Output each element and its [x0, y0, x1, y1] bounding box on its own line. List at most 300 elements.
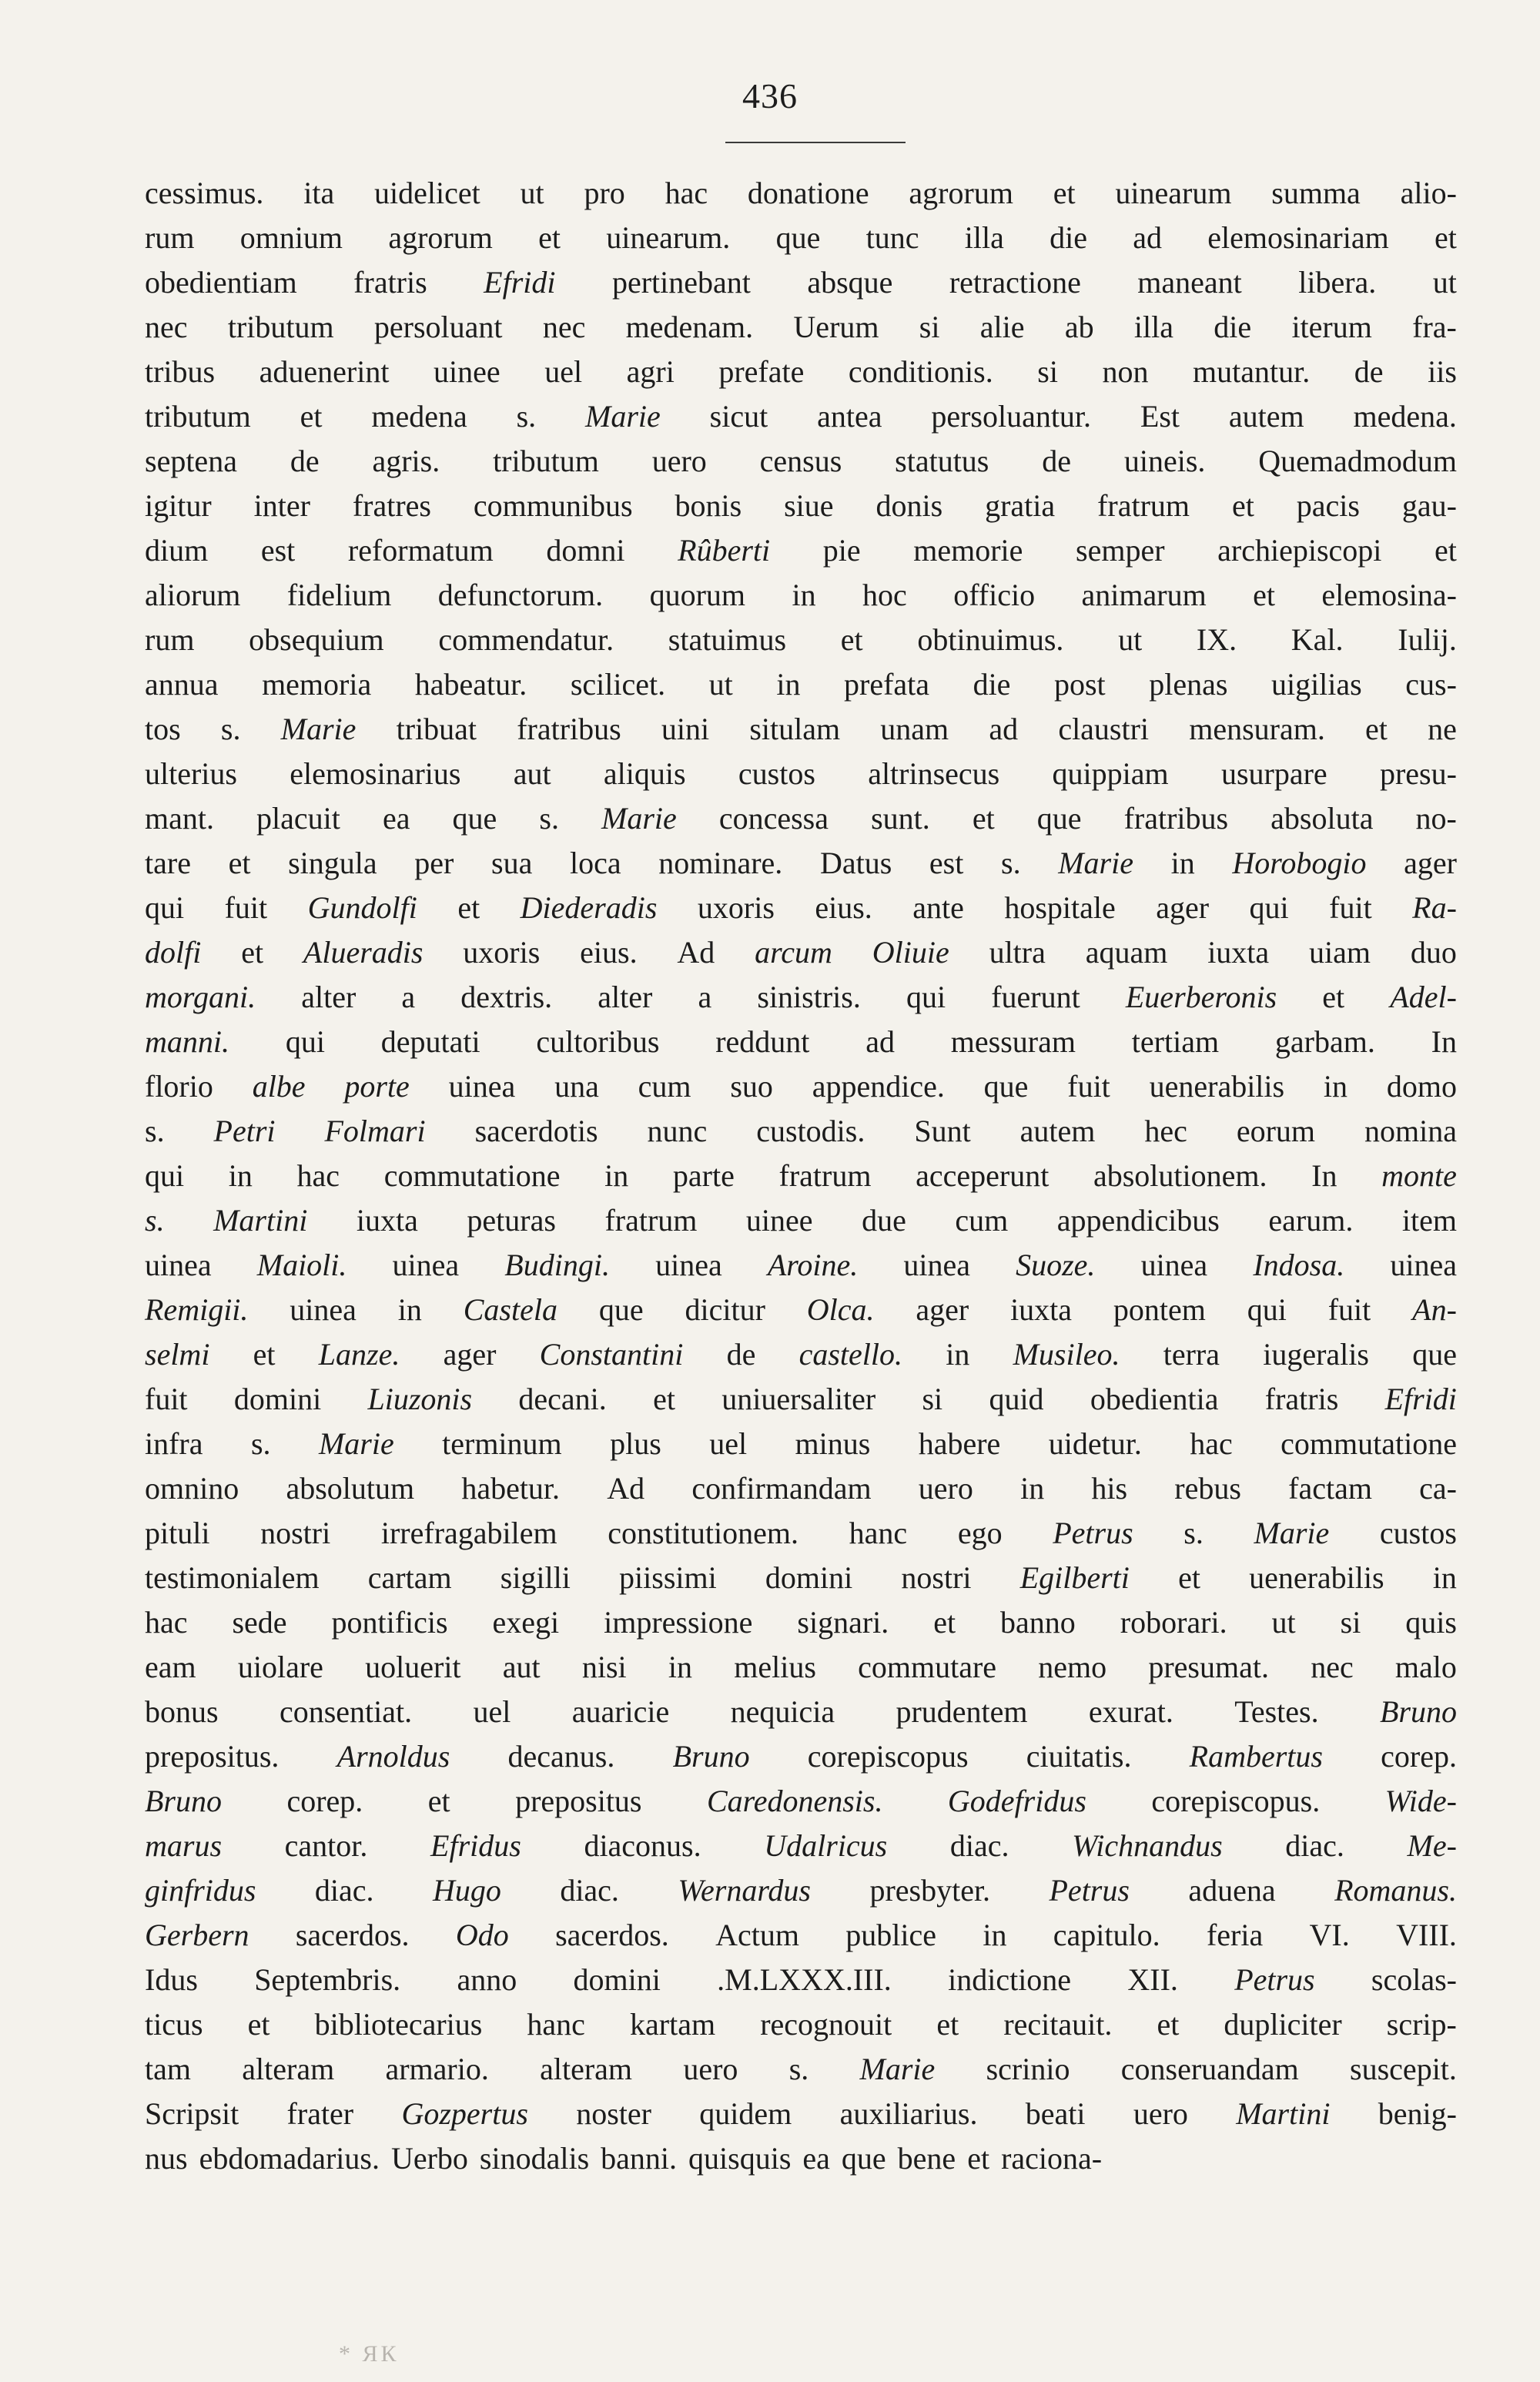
word: item — [1401, 1203, 1457, 1238]
word: eius. — [815, 890, 872, 925]
word: sacerdotis — [474, 1114, 598, 1148]
word: summa — [1271, 176, 1361, 210]
word: ut — [1432, 265, 1457, 300]
word: in — [776, 667, 801, 702]
word: Testes. — [1234, 1694, 1319, 1729]
word: uinea — [392, 1248, 460, 1282]
word: porte — [344, 1069, 410, 1104]
word: Remigii. — [145, 1292, 249, 1327]
word: decani. — [518, 1382, 607, 1416]
word: Kal. — [1291, 622, 1344, 657]
word: terminum — [442, 1426, 562, 1461]
word: post — [1053, 667, 1106, 702]
word: corepiscopus — [807, 1739, 969, 1774]
word: earum. — [1268, 1203, 1354, 1238]
word: Petrus — [1049, 1873, 1130, 1908]
page-number: 436 — [742, 76, 798, 116]
word: alie — [979, 310, 1025, 344]
word: tributum — [145, 399, 251, 434]
word: et — [1435, 533, 1457, 568]
word: ebdomadarius. — [199, 2141, 380, 2176]
word: Martini — [213, 1203, 308, 1238]
word: Hugo — [432, 1873, 501, 1908]
word: s. — [220, 712, 241, 746]
word: piissimi — [619, 1560, 717, 1595]
word: elemosina- — [1321, 578, 1457, 612]
word: conseruandam — [1120, 2052, 1299, 2086]
word: quidem — [699, 2096, 792, 2131]
word: dextris. — [460, 980, 553, 1014]
word: fuit — [145, 1382, 188, 1416]
word: et — [1435, 220, 1457, 255]
word: uinee — [745, 1203, 813, 1238]
word: uero — [1133, 2096, 1188, 2131]
text-line — [145, 1243, 1457, 1288]
word: quisquis — [688, 2141, 792, 2176]
word: Bruno — [672, 1739, 750, 1774]
word: fratrum — [778, 1158, 872, 1193]
text-line — [145, 2136, 1457, 2181]
word: fratribus — [517, 712, 621, 746]
word: uiam — [1309, 935, 1371, 970]
word: ager — [1156, 890, 1210, 925]
word: que — [983, 1069, 1029, 1104]
word: custos — [738, 756, 815, 791]
word: In — [1431, 1024, 1457, 1059]
word: et — [241, 935, 264, 970]
word: prefate — [718, 354, 805, 389]
word: singula — [288, 846, 377, 880]
word: impressione — [604, 1605, 753, 1640]
word: habetur. — [461, 1471, 561, 1506]
word: bene — [897, 2141, 956, 2176]
text-line — [145, 1600, 1457, 1645]
word: Udalricus — [764, 1828, 888, 1863]
word: hoc — [862, 578, 907, 612]
word: nus — [145, 2141, 188, 2176]
page-number-rule — [725, 142, 906, 143]
word: Budingi. — [504, 1248, 610, 1282]
word: uinearum. — [606, 220, 731, 255]
word: terra — [1163, 1337, 1220, 1372]
word: et — [1178, 1560, 1200, 1595]
word: fratrum — [1097, 488, 1190, 523]
word: que — [598, 1292, 644, 1327]
word: commendatur. — [438, 622, 614, 657]
text-line — [145, 1734, 1457, 1779]
word: Petrus — [1234, 1962, 1315, 1997]
word: reformatum — [347, 533, 494, 568]
text-line — [145, 1332, 1457, 1377]
word: signari. — [797, 1605, 889, 1640]
word: memorie — [913, 533, 1023, 568]
word: rum — [145, 622, 195, 657]
text-line — [145, 1779, 1457, 1824]
text-line — [145, 886, 1457, 930]
word: nequicia — [730, 1694, 835, 1729]
word: alter — [301, 980, 357, 1014]
word: et — [1322, 980, 1345, 1014]
word: uinea — [1140, 1248, 1208, 1282]
word: prepositus. — [145, 1739, 280, 1774]
word: tam — [145, 2052, 191, 2086]
word: ut — [520, 176, 544, 210]
word: que — [1036, 801, 1082, 836]
word: Quemadmodum — [1258, 444, 1457, 478]
text-line — [145, 1466, 1457, 1511]
word: gau- — [1401, 488, 1457, 523]
word: uinearum — [1115, 176, 1232, 210]
word: ad — [1133, 220, 1162, 255]
word: Efridus — [430, 1828, 521, 1863]
word: exegi — [492, 1605, 560, 1640]
word: Caredonensis. — [706, 1784, 883, 1818]
word: IX. — [1196, 622, 1237, 657]
word: tertiam — [1131, 1024, 1220, 1059]
text-line — [145, 662, 1457, 707]
word: in — [228, 1158, 253, 1193]
text-line — [145, 1913, 1457, 1958]
word: fuit — [1329, 890, 1372, 925]
text-line — [145, 171, 1457, 216]
word: sua — [491, 846, 533, 880]
word: uini — [661, 712, 710, 746]
word: s. — [516, 399, 537, 434]
word: ab — [1064, 310, 1094, 344]
word: uinea — [290, 1292, 357, 1327]
word: statuimus — [668, 622, 787, 657]
word: custos — [1379, 1516, 1457, 1550]
word: Datus — [819, 846, 892, 880]
word: Est — [1140, 399, 1180, 434]
word: habeatur. — [414, 667, 527, 702]
word: Olca. — [806, 1292, 875, 1327]
word: et — [972, 801, 995, 836]
word: Efridi — [1384, 1382, 1457, 1416]
word: corep. — [1381, 1739, 1457, 1774]
text-line — [145, 1020, 1457, 1064]
text-line — [145, 1198, 1457, 1243]
word: parte — [672, 1158, 735, 1193]
word: sinistris. — [757, 980, 861, 1014]
word: Godefridus — [947, 1784, 1086, 1818]
word: Iulij. — [1398, 622, 1457, 657]
word: Odo — [455, 1918, 509, 1952]
text-line — [145, 930, 1457, 975]
word: inter — [253, 488, 310, 523]
text-line — [145, 752, 1457, 796]
word: agrorum — [909, 176, 1013, 210]
text-line — [145, 2092, 1457, 2136]
word: et — [936, 2007, 959, 2042]
word: Alueradis — [303, 935, 424, 970]
word: qui — [1249, 890, 1289, 925]
word: fuit — [1327, 1292, 1371, 1327]
word: benig- — [1378, 2096, 1457, 2131]
word: mant. — [145, 801, 214, 836]
word: hanc — [849, 1516, 908, 1550]
word: cartam — [367, 1560, 452, 1595]
word: placuit — [256, 801, 340, 836]
word: hospitale — [1004, 890, 1116, 925]
word: in — [604, 1158, 629, 1193]
word: Egilberti — [1019, 1560, 1130, 1595]
word: uniuersaliter — [721, 1382, 876, 1416]
word: Liuzonis — [367, 1382, 473, 1416]
word: ager — [443, 1337, 497, 1372]
word: a — [401, 980, 416, 1014]
word: Scripsit — [145, 2096, 239, 2131]
word: est — [260, 533, 296, 568]
text-line — [145, 796, 1457, 841]
word: uidelicet — [374, 176, 480, 210]
word: de — [726, 1337, 756, 1372]
word: una — [554, 1069, 599, 1104]
word: fratres — [352, 488, 431, 523]
word: ea — [802, 2141, 830, 2176]
word: archiepiscopi — [1217, 533, 1382, 568]
word: iis — [1428, 354, 1457, 389]
word: non — [1102, 354, 1149, 389]
word: ager — [916, 1292, 969, 1327]
word: mutantur. — [1193, 354, 1311, 389]
word: An- — [1412, 1292, 1457, 1327]
word: et — [653, 1382, 675, 1416]
word: medena. — [1353, 399, 1457, 434]
word: Romanus. — [1334, 1873, 1457, 1908]
word: loca — [569, 846, 621, 880]
word: Gozpertus — [401, 2096, 528, 2131]
word: diac. — [949, 1828, 1009, 1863]
word: iuxta — [1010, 1292, 1073, 1327]
word: manni. — [145, 1024, 229, 1059]
word: armario. — [385, 2052, 489, 2086]
word: si — [1037, 354, 1058, 389]
word: hec — [1144, 1114, 1187, 1148]
word: cum — [638, 1069, 691, 1104]
word: quis — [1405, 1605, 1457, 1640]
word: alteram — [242, 2052, 335, 2086]
word: hanc — [527, 2007, 585, 2042]
word: testimonialem — [145, 1560, 320, 1595]
word: florio — [145, 1069, 213, 1104]
word: et — [933, 1605, 956, 1640]
word: s. — [1001, 846, 1021, 880]
word: pie — [822, 533, 861, 568]
word: uxoris — [697, 890, 775, 925]
word: Wernardus — [678, 1873, 811, 1908]
word: Indosa. — [1253, 1248, 1345, 1282]
word: obedientia — [1090, 1382, 1219, 1416]
word: Gundolfi — [307, 890, 417, 925]
word: domini — [233, 1382, 322, 1416]
word: selmi — [145, 1337, 210, 1372]
word: tare — [145, 846, 191, 880]
word: annua — [145, 667, 219, 702]
word: s. — [788, 2052, 809, 2086]
word: ultra — [989, 935, 1046, 970]
word: constitutionem. — [608, 1516, 799, 1550]
word: et — [1231, 488, 1254, 523]
word: s. — [145, 1114, 165, 1148]
word: dium — [145, 533, 209, 568]
text-line — [145, 394, 1457, 439]
word: a — [698, 980, 712, 1014]
word: uinea — [1390, 1248, 1457, 1282]
word: commutatione — [1281, 1426, 1457, 1461]
word: acceperunt — [916, 1158, 1050, 1193]
word: anno — [457, 1962, 517, 1997]
word: uero — [683, 2052, 738, 2086]
word: factam — [1288, 1471, 1372, 1506]
word: corep. — [286, 1784, 363, 1818]
word: aliorum — [145, 578, 241, 612]
word: .M.LXXX.III. — [717, 1962, 892, 1997]
word: pontificis — [331, 1605, 448, 1640]
word: ne — [1428, 712, 1457, 746]
word: Marie — [1254, 1516, 1330, 1550]
word: nec — [1311, 1650, 1354, 1684]
word: publice — [845, 1918, 937, 1952]
word: scrinio — [986, 2052, 1070, 2086]
text-line — [145, 1556, 1457, 1600]
word: appendice. — [812, 1069, 945, 1104]
word: conditionis. — [848, 354, 993, 389]
word: qui — [906, 980, 946, 1014]
word: statutus — [895, 444, 989, 478]
word: capitulo. — [1053, 1918, 1160, 1952]
text-line — [145, 2002, 1457, 2047]
word: VIII. — [1396, 1918, 1457, 1952]
word: uinea — [145, 1248, 212, 1282]
word: kartam — [630, 2007, 716, 2042]
word: gratia — [985, 488, 1056, 523]
word: altrinsecus — [868, 756, 1000, 791]
word: nunc — [647, 1114, 708, 1148]
word: quid — [989, 1382, 1044, 1416]
word: Rûberti — [678, 533, 771, 568]
word: uero — [918, 1471, 973, 1506]
word: In — [1311, 1158, 1337, 1193]
word: Suoze. — [1016, 1248, 1096, 1282]
word: Ad — [607, 1471, 645, 1506]
word: que — [1412, 1337, 1457, 1372]
word: hac — [665, 176, 708, 210]
word: pro — [584, 176, 625, 210]
word: cus- — [1405, 667, 1457, 702]
text-line — [145, 1690, 1457, 1734]
word: iuxta — [1207, 935, 1270, 970]
word: alter — [598, 980, 653, 1014]
word: semper — [1076, 533, 1165, 568]
word: animarum — [1081, 578, 1207, 612]
word: rum — [145, 220, 195, 255]
word: ager — [1404, 846, 1457, 880]
word: obsequium — [249, 622, 384, 657]
word: qui — [1247, 1292, 1287, 1327]
word: donatione — [747, 176, 869, 210]
word: ut — [1271, 1605, 1296, 1640]
word: Oliuie — [872, 935, 949, 970]
word: cessimus. — [145, 176, 264, 210]
word: beati — [1025, 2096, 1086, 2131]
word: nec — [145, 310, 188, 344]
word: noster — [576, 2096, 651, 2131]
word: que — [775, 220, 821, 255]
word: diaconus. — [584, 1828, 701, 1863]
word: duo — [1410, 935, 1457, 970]
word: ulterius — [145, 756, 237, 791]
word: qui — [145, 1158, 185, 1193]
word: domo — [1386, 1069, 1457, 1104]
text-line — [145, 573, 1457, 618]
word: uoluerit — [365, 1650, 461, 1684]
word: sicut — [709, 399, 768, 434]
word: eorum — [1236, 1114, 1316, 1148]
word: Castela — [463, 1292, 557, 1327]
word: melius — [734, 1650, 816, 1684]
word: uenerabilis — [1149, 1069, 1285, 1104]
text-line — [145, 1064, 1457, 1109]
word: sacerdos. — [555, 1918, 669, 1952]
word: et — [840, 622, 863, 657]
word: tos — [145, 712, 181, 746]
word: illa — [964, 220, 1004, 255]
word: Arnoldus — [336, 1739, 450, 1774]
word: his — [1091, 1471, 1128, 1506]
text-line — [145, 305, 1457, 350]
word: minus — [795, 1426, 871, 1461]
word: sinodalis — [479, 2141, 590, 2176]
word: Marie — [318, 1426, 394, 1461]
word: retractione — [949, 265, 1081, 300]
word: domini — [765, 1560, 853, 1595]
word: Aroine. — [767, 1248, 859, 1282]
word: Efridi — [484, 265, 556, 300]
word: diac. — [314, 1873, 374, 1908]
word: et — [300, 399, 323, 434]
word: fratris — [353, 265, 427, 300]
word: Wichnandus — [1072, 1828, 1223, 1863]
word: aquam — [1085, 935, 1168, 970]
word: eam — [145, 1650, 196, 1684]
word: Petri — [213, 1114, 276, 1148]
word: aut — [513, 756, 551, 791]
word: eius. — [580, 935, 638, 970]
word: fidelium — [286, 578, 392, 612]
word: fratrum — [604, 1203, 698, 1238]
word: dolfi — [145, 935, 202, 970]
word: uinea — [448, 1069, 516, 1104]
word: siue — [784, 488, 834, 523]
word: fratris — [1264, 1382, 1339, 1416]
word: s. — [145, 1203, 165, 1238]
word: ut — [1118, 622, 1143, 657]
word: absolutionem. — [1093, 1158, 1267, 1193]
word: decanus. — [507, 1739, 615, 1774]
word: nemo — [1038, 1650, 1107, 1684]
word: fuit — [1067, 1069, 1110, 1104]
text-line — [145, 707, 1457, 752]
word: deputati — [380, 1024, 480, 1059]
word: die — [973, 667, 1011, 702]
word: domni — [546, 533, 625, 568]
word: custodis. — [756, 1114, 865, 1148]
text-line — [145, 439, 1457, 484]
word: qui — [285, 1024, 325, 1059]
word: presumat. — [1148, 1650, 1269, 1684]
word: presu- — [1379, 756, 1457, 791]
